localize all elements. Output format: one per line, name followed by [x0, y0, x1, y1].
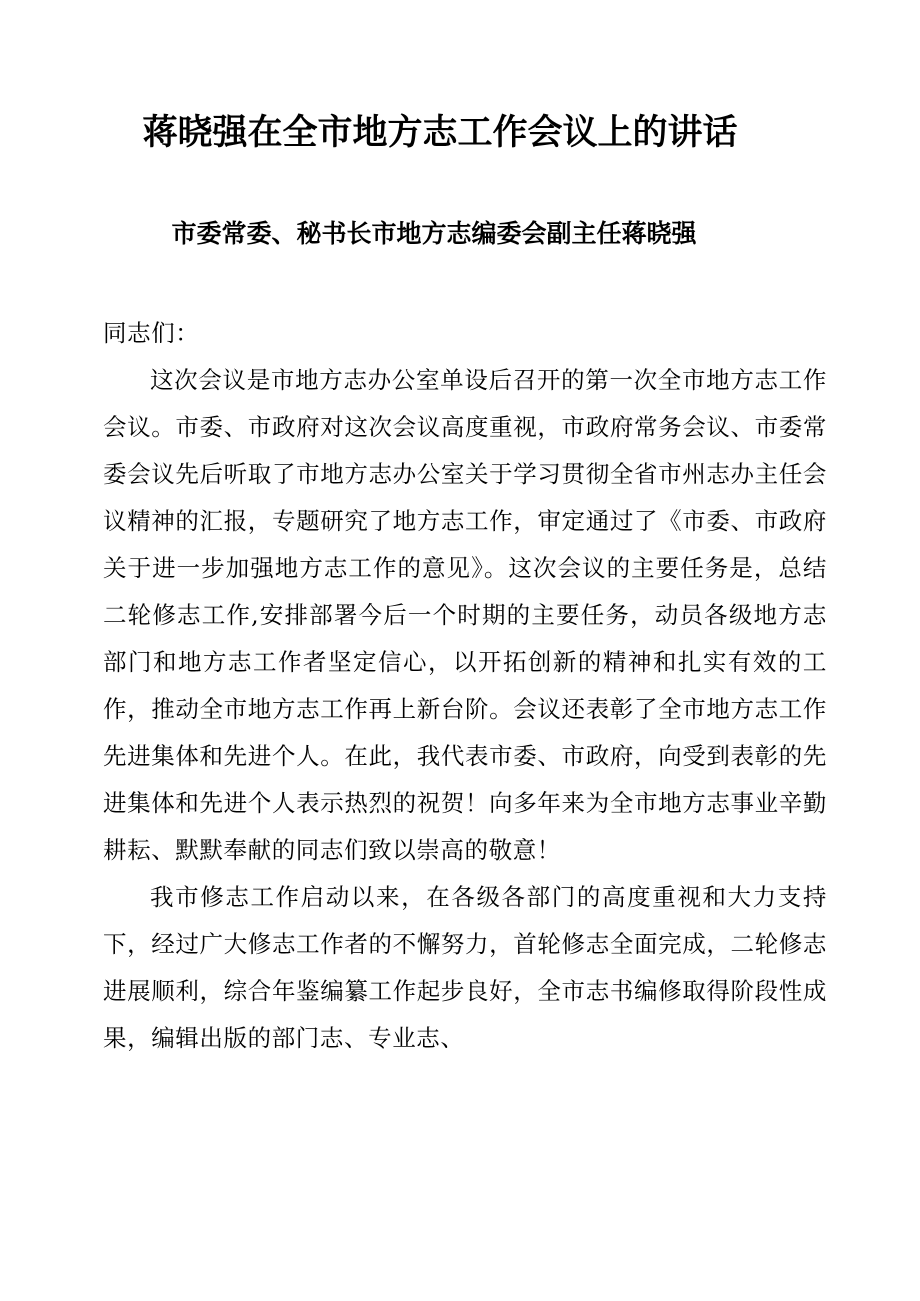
document-title: 蒋晓强在全市地方志工作会议上的讲话	[142, 113, 738, 153]
paragraph-2: 我市修志工作启动以来，在各级各部门的高度重视和大力支持下，经过广大修志工作者的不懈努力，首轮修志全面完成，二轮修志进展顺利，综合年鉴编纂工作起步良好，全市志书编修取得阶段性成果，编辑出版的部门志、专业志、	[103, 883, 827, 1052]
greeting: 同志们：	[103, 319, 200, 347]
document-subtitle: 市委常委、秘书长市地方志编委会副主任蒋晓强	[171, 219, 697, 248]
paragraph-1: 这次会议是市地方志办公室单设后召开的第一次全市地方志工作会议。市委、市政府对这次会议高度重视，市政府常务会议、市委常委会议先后听取了市地方志办公室关于学习贯彻全省市州志办主任会议精神的汇报，专题研究了地方志工作，审定通过了《市委、市政府关于进一步加强地方志工作的意见》。这次会议的主要任务是，总结二轮修志工作,安排部署今后一个时期的主要任务，动员各级地方志部门和地方志工作者坚定信心，以开拓创新的精神和扎实有效的工作，推动全市地方志工作再上新台阶。会议还表彰了全市地方志工作先进集体和先进个人。在此，我代表市委、市政府，向受到表彰的先进集体和先进个人表示热烈的祝贺！向多年来为全市地方志事业辛勤耕耘、默默奉献的同志们致以崇高的敬意！	[103, 366, 827, 864]
